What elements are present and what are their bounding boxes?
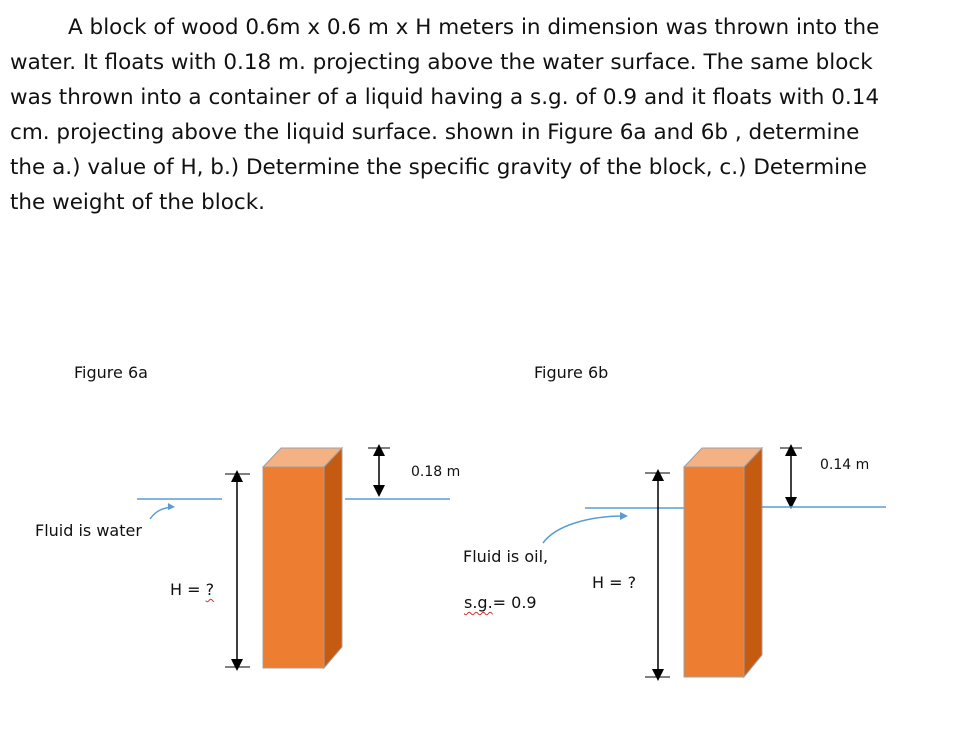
- height-label-6a: [170, 580, 214, 599]
- projection-label-6a: 0.18 m: [411, 464, 461, 480]
- figure-6b-diagram: [543, 448, 886, 677]
- figure-6a-diagram: [137, 448, 450, 668]
- figure-6a-title: Figure 6a: [74, 363, 148, 382]
- fluid-label-water: Fluid is water: [35, 521, 142, 540]
- sg-label-suffix: = 0.9: [492, 593, 537, 612]
- projection-label-6b: 0.14 m: [820, 457, 870, 473]
- wood-block: [684, 448, 762, 677]
- fluid-label-oil: Fluid is oil,: [463, 547, 549, 566]
- problem-line: A block of wood 0.6m x 0.6 m x H meters in dimension was thrown into the: [68, 15, 880, 40]
- figure-6b-title: Figure 6b: [534, 363, 609, 382]
- height-label-6b: H = ?: [592, 573, 637, 592]
- problem-line: cm. projecting above the liquid surface. shown in Figure 6a and 6b , determine: [10, 120, 860, 145]
- height-label-prefix: H =: [170, 580, 206, 599]
- height-label-mark: ?: [205, 580, 215, 599]
- problem-line: was thrown into a container of a liquid having a s.g. of 0.9 and it floats with 0.14: [10, 85, 880, 110]
- wood-block: [263, 448, 342, 668]
- problem-line: the a.) value of H, b.) Determine the specific gravity of the block, c.) Determine: [10, 155, 867, 180]
- sg-label-prefix: s.g.: [464, 593, 493, 612]
- sg-label: [464, 593, 537, 612]
- problem-line: water. It floats with 0.18 m. projecting above the water surface. The same block: [10, 50, 873, 75]
- problem-line: the weight of the block.: [10, 190, 265, 215]
- surface-pointer-arrow: [543, 516, 624, 543]
